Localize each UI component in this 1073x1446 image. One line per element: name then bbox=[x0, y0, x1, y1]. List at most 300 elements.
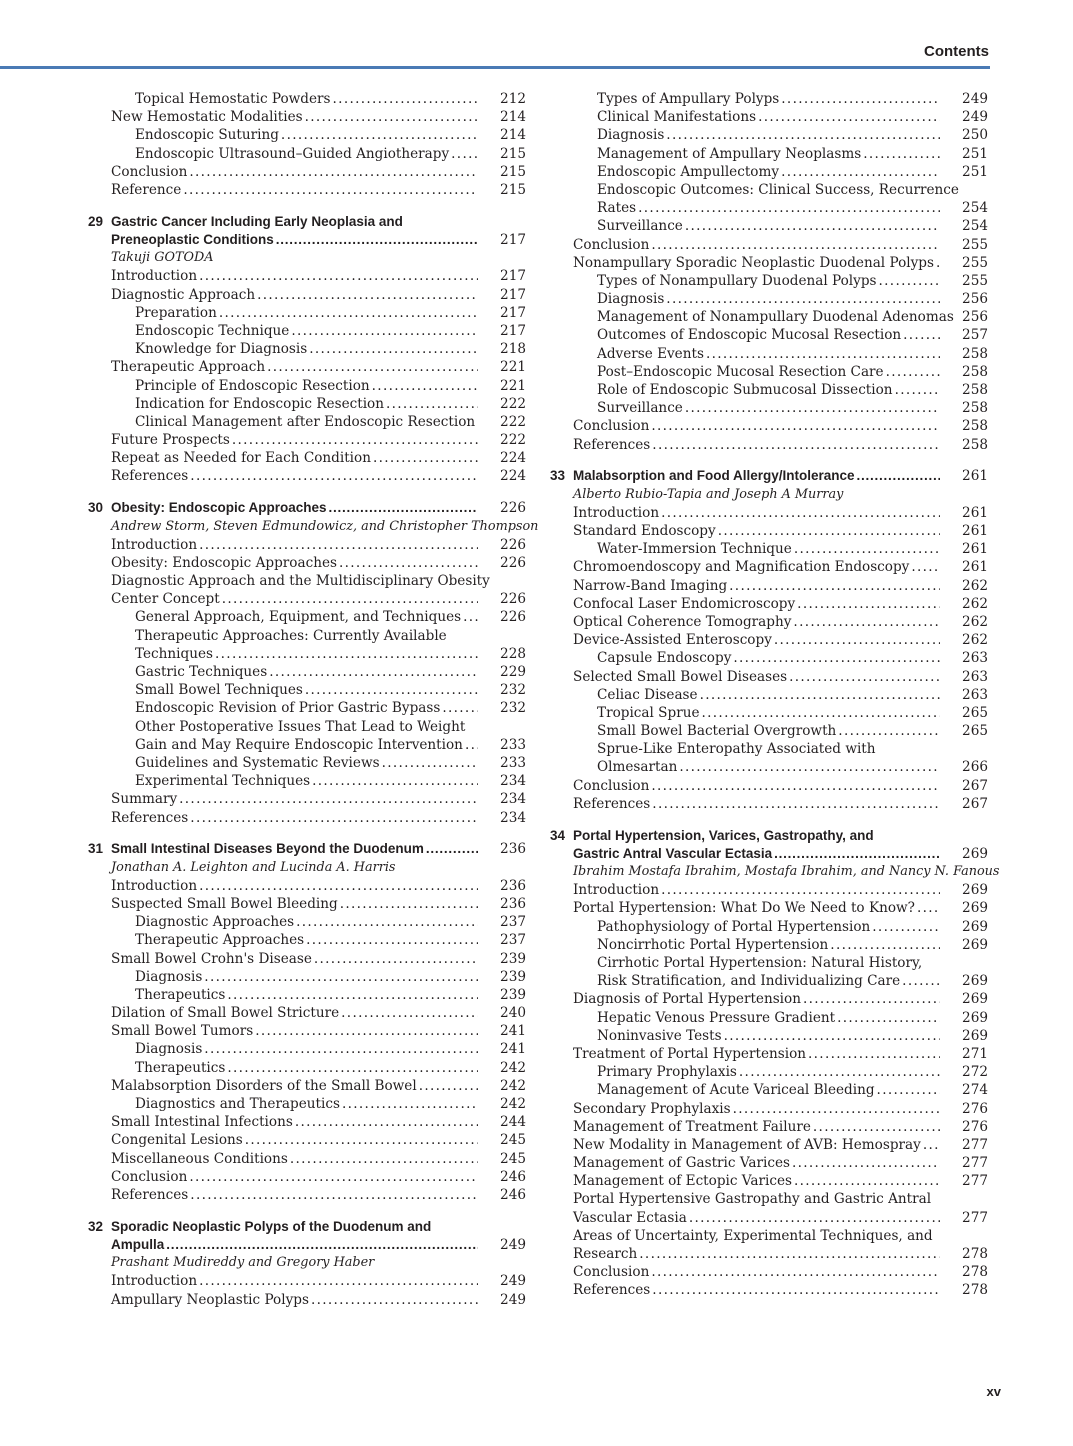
page-ref: 258 bbox=[962, 436, 988, 453]
page-ref: 217 bbox=[500, 232, 526, 248]
toc-entry bbox=[547, 558, 990, 576]
toc-entry bbox=[547, 1118, 990, 1136]
entry-title: Post–Endoscopic Mucosal Resection Care bbox=[597, 363, 884, 380]
page-ref: 233 bbox=[500, 736, 526, 753]
toc-entry bbox=[547, 436, 990, 454]
toc-entry bbox=[85, 126, 528, 144]
dot-leader bbox=[267, 358, 478, 376]
entry-title: Management of Gastric Varices bbox=[573, 1155, 790, 1172]
page-ref: 258 bbox=[962, 363, 988, 380]
toc-entry bbox=[547, 686, 990, 704]
dot-leader bbox=[718, 522, 940, 540]
dot-leader bbox=[232, 431, 478, 449]
entry-title: Knowledge for Diagnosis bbox=[135, 341, 308, 358]
toc-entry bbox=[547, 540, 990, 558]
dot-leader bbox=[190, 467, 478, 485]
dot-leader bbox=[215, 645, 478, 663]
entry-title: Endoscopic Revision of Prior Gastric Bypass bbox=[135, 700, 441, 717]
page-ref: 261 bbox=[962, 541, 988, 558]
dot-leader bbox=[936, 254, 940, 272]
page-ref: 232 bbox=[500, 700, 526, 717]
entry-title: Introduction bbox=[111, 536, 198, 553]
toc-entry bbox=[547, 504, 990, 522]
page-ref: 226 bbox=[500, 554, 526, 571]
entry-title: Portal Hypertension: What Do We Need to Know? bbox=[573, 900, 915, 917]
entry-title: Portal Hypertension, Varices, Gastropathy, and bbox=[573, 827, 874, 843]
toc-entry bbox=[547, 1063, 990, 1081]
toc-entry bbox=[85, 718, 528, 736]
entry-title: Selected Small Bowel Diseases bbox=[573, 668, 788, 685]
entry-title: Diagnostic Approach bbox=[111, 286, 256, 303]
entry-title: Small Bowel Techniques bbox=[135, 682, 303, 699]
entry-title: New Modality in Management of AVB: Hemospray bbox=[573, 1136, 921, 1153]
dot-leader bbox=[373, 449, 478, 467]
toc-entry bbox=[547, 163, 990, 181]
dot-leader bbox=[872, 918, 940, 936]
chapter-authors bbox=[547, 486, 990, 504]
entry-title: Indication for Endoscopic Resection bbox=[135, 395, 384, 412]
page-ref: 269 bbox=[962, 991, 988, 1008]
dot-leader bbox=[305, 108, 478, 126]
chapter-number: 34 bbox=[550, 827, 566, 843]
page-ref: 245 bbox=[500, 1132, 526, 1149]
toc-entry bbox=[85, 1272, 528, 1290]
dot-leader bbox=[911, 558, 940, 576]
toc-entry bbox=[547, 990, 990, 1008]
toc-entry bbox=[85, 1022, 528, 1040]
toc-entry bbox=[547, 777, 990, 795]
page-ref: 269 bbox=[962, 1027, 988, 1044]
dot-leader bbox=[857, 467, 940, 485]
entry-title: Diagnosis of Portal Hypertension bbox=[573, 991, 801, 1008]
page-ref: 242 bbox=[500, 1096, 526, 1112]
entry-title: Diagnostic Approaches bbox=[135, 914, 295, 931]
toc-entry bbox=[85, 699, 528, 717]
toc-entry bbox=[547, 290, 990, 308]
entry-title: Preparation bbox=[135, 304, 217, 321]
toc-entry bbox=[547, 308, 990, 326]
entry-title: Endoscopic Ampullectomy bbox=[597, 163, 780, 180]
entry-title: References bbox=[111, 1186, 189, 1203]
page-ref: 263 bbox=[962, 686, 988, 703]
page-ref: 221 bbox=[500, 377, 526, 394]
dot-leader bbox=[733, 1100, 940, 1118]
toc-entry bbox=[85, 627, 528, 645]
dot-leader bbox=[382, 754, 478, 772]
entry-title: Small Bowel Crohn's Disease bbox=[111, 950, 312, 967]
dot-leader bbox=[808, 1045, 940, 1063]
toc-entry bbox=[85, 536, 528, 554]
toc-entry bbox=[85, 286, 528, 304]
page-ref: 277 bbox=[962, 1155, 988, 1172]
toc-entry bbox=[547, 899, 990, 917]
entry-title: Congenital Lesions bbox=[111, 1132, 243, 1149]
toc-entry bbox=[547, 595, 990, 613]
dot-leader bbox=[372, 377, 478, 395]
entry-title: Celiac Disease bbox=[597, 686, 698, 703]
page-ref: 242 bbox=[500, 1059, 526, 1076]
entry-title: Gastric Cancer Including Early Neoplasia and bbox=[111, 213, 403, 229]
chapter-number: 29 bbox=[88, 213, 104, 229]
entry-title: Narrow-Band Imaging bbox=[573, 577, 728, 594]
page-ref: 257 bbox=[962, 327, 988, 344]
toc-entry bbox=[85, 108, 528, 126]
toc-entry bbox=[85, 1113, 528, 1131]
page-ref: 255 bbox=[962, 236, 988, 253]
toc-entry bbox=[547, 145, 990, 163]
page-ref: 269 bbox=[962, 936, 988, 953]
toc-entry bbox=[85, 1095, 528, 1113]
toc-entry bbox=[547, 1009, 990, 1027]
page-ref: 226 bbox=[500, 591, 526, 608]
entry-title: Role of Endoscopic Submucosal Dissection bbox=[597, 382, 893, 398]
dot-leader bbox=[652, 436, 940, 454]
entry-title: Takuji GOTODA bbox=[111, 250, 214, 266]
page-ref: 241 bbox=[500, 1023, 526, 1040]
page-ref: 226 bbox=[500, 536, 526, 553]
entry-title: Ampullary Neoplastic Polyps bbox=[111, 1291, 309, 1308]
dot-leader bbox=[227, 986, 478, 1004]
toc-entry bbox=[547, 363, 990, 381]
dot-leader bbox=[661, 881, 940, 899]
toc-entry bbox=[85, 986, 528, 1004]
toc-entry bbox=[85, 877, 528, 895]
dot-leader bbox=[793, 613, 940, 631]
dot-leader bbox=[477, 413, 478, 431]
dot-leader bbox=[652, 1281, 940, 1299]
entry-title: Obesity: Endoscopic Approaches bbox=[111, 554, 337, 571]
entry-title: References bbox=[573, 795, 651, 812]
dot-leader bbox=[702, 704, 941, 722]
page-ref: 272 bbox=[962, 1064, 988, 1081]
entry-title: Standard Endoscopy bbox=[573, 523, 716, 539]
dot-leader bbox=[781, 163, 940, 181]
section-gap bbox=[85, 1204, 528, 1218]
dot-leader bbox=[276, 231, 478, 249]
toc-entry bbox=[85, 681, 528, 699]
page-ref: 277 bbox=[962, 1209, 988, 1226]
dot-leader bbox=[879, 272, 940, 290]
entry-title: General Approach, Equipment, and Techniques bbox=[135, 609, 462, 626]
page-ref: 262 bbox=[962, 613, 988, 630]
dot-leader bbox=[651, 777, 940, 795]
dot-leader bbox=[183, 181, 478, 199]
page-ref: 229 bbox=[500, 664, 526, 680]
toc-entry bbox=[547, 1245, 990, 1263]
entry-title: Management of Treatment Failure bbox=[573, 1118, 811, 1135]
entry-title: Preneoplastic Conditions bbox=[111, 232, 274, 247]
chapter-heading bbox=[85, 213, 528, 231]
toc-entry bbox=[85, 304, 528, 322]
chapter-heading bbox=[85, 499, 528, 517]
toc-entry bbox=[547, 972, 990, 990]
toc-entry bbox=[85, 590, 528, 608]
page-ref: 277 bbox=[962, 1173, 988, 1190]
toc-entry bbox=[85, 413, 528, 431]
toc-right-column bbox=[547, 90, 1000, 1300]
page-ref: 217 bbox=[500, 304, 526, 321]
page-ref: 251 bbox=[962, 145, 988, 162]
toc-entry bbox=[85, 1150, 528, 1168]
toc-entry bbox=[547, 1172, 990, 1190]
entry-title: Chromoendoscopy and Magnification Endoscopy bbox=[573, 559, 910, 576]
page-ref: 276 bbox=[962, 1100, 988, 1117]
page-ref: 239 bbox=[500, 968, 526, 985]
chapter-heading bbox=[547, 467, 990, 485]
dot-leader bbox=[661, 504, 940, 522]
entry-title: Diagnosis bbox=[135, 1041, 203, 1058]
toc-entry bbox=[547, 522, 990, 540]
dot-leader bbox=[245, 1131, 478, 1149]
dot-leader bbox=[222, 590, 478, 608]
chapter-heading bbox=[547, 845, 990, 863]
toc-entry bbox=[547, 217, 990, 235]
dot-leader bbox=[227, 1059, 478, 1077]
entry-title: Research bbox=[573, 1246, 638, 1262]
entry-title: Introduction bbox=[111, 1273, 198, 1290]
entry-title: References bbox=[111, 809, 189, 826]
entry-title: Conclusion bbox=[111, 1168, 188, 1185]
chapter-number: 33 bbox=[550, 468, 566, 484]
page-ref: 265 bbox=[962, 704, 988, 721]
chapter-number: 32 bbox=[88, 1218, 104, 1234]
page-ref: 232 bbox=[500, 682, 526, 699]
page-ref: 246 bbox=[500, 1186, 526, 1203]
page-ref: 215 bbox=[500, 163, 526, 180]
toc-entry bbox=[85, 931, 528, 949]
toc-entry bbox=[85, 467, 528, 485]
toc-entry bbox=[85, 1291, 528, 1309]
entry-title: Types of Ampullary Polyps bbox=[597, 91, 780, 107]
page-ref: 214 bbox=[500, 127, 526, 144]
page-ref: 236 bbox=[500, 895, 526, 912]
page-ref: 234 bbox=[500, 773, 526, 790]
toc-entry bbox=[547, 1281, 990, 1299]
dot-leader bbox=[442, 699, 478, 717]
toc-entry bbox=[547, 1227, 990, 1245]
dot-leader bbox=[739, 1063, 940, 1081]
toc-entry bbox=[85, 1040, 528, 1058]
section-gap bbox=[85, 827, 528, 841]
dot-leader bbox=[295, 1113, 478, 1131]
entry-title: References bbox=[111, 468, 189, 485]
dot-leader bbox=[917, 899, 940, 917]
page-ref: 249 bbox=[962, 109, 988, 126]
toc-entry bbox=[547, 722, 990, 740]
toc-entry bbox=[547, 1136, 990, 1154]
toc-entry bbox=[547, 181, 990, 199]
dot-leader bbox=[923, 1136, 940, 1154]
entry-title: Summary bbox=[111, 791, 178, 808]
dot-leader bbox=[189, 163, 478, 181]
dot-leader bbox=[179, 790, 478, 808]
page-ref: 249 bbox=[962, 91, 988, 107]
entry-title: New Hemostatic Modalities bbox=[111, 109, 303, 126]
dot-leader bbox=[199, 877, 478, 895]
section-gap bbox=[85, 486, 528, 500]
entry-title: Pathophysiology of Portal Hypertension bbox=[597, 918, 871, 935]
toc-entry bbox=[547, 1154, 990, 1172]
entry-title: Endoscopic Suturing bbox=[135, 127, 279, 144]
page-ref: 256 bbox=[962, 291, 988, 308]
entry-title: Therapeutic Approaches bbox=[135, 932, 305, 949]
dot-leader bbox=[342, 1095, 478, 1113]
toc-entry bbox=[85, 340, 528, 358]
toc-entry bbox=[85, 377, 528, 395]
page-ref: 224 bbox=[500, 450, 526, 467]
toc-entry bbox=[85, 1131, 528, 1149]
dot-leader bbox=[774, 631, 940, 649]
entry-title: Optical Coherence Tomography bbox=[573, 613, 792, 630]
entry-title: Conclusion bbox=[573, 418, 650, 435]
toc-entry bbox=[85, 1077, 528, 1095]
dot-leader bbox=[386, 395, 478, 413]
chapter-heading bbox=[85, 231, 528, 249]
page-ref: 222 bbox=[500, 413, 526, 430]
page-ref: 236 bbox=[500, 841, 526, 858]
entry-title: Experimental Techniques bbox=[135, 773, 311, 790]
page-ref: 269 bbox=[962, 882, 988, 899]
dot-leader bbox=[333, 90, 478, 108]
dot-leader bbox=[685, 399, 940, 417]
toc-entry bbox=[547, 704, 990, 722]
dot-leader bbox=[166, 1236, 478, 1254]
dot-leader bbox=[204, 1040, 478, 1058]
toc-entry bbox=[547, 1190, 990, 1208]
entry-title: Small Bowel Bacterial Overgrowth bbox=[597, 723, 837, 740]
entry-title: Noncirrhotic Portal Hypertension bbox=[597, 936, 829, 953]
entry-title: Introduction bbox=[573, 504, 660, 521]
dot-leader bbox=[314, 950, 478, 968]
dot-leader bbox=[781, 90, 940, 108]
page-ref: 261 bbox=[962, 523, 988, 539]
entry-title: Alberto Rubio-Tapia and Joseph A Murray bbox=[573, 486, 844, 502]
toc-left-column bbox=[85, 90, 539, 1309]
dot-leader bbox=[651, 236, 940, 254]
chapter-heading bbox=[85, 840, 528, 858]
page-ref: 249 bbox=[500, 1291, 526, 1308]
entry-title: Device-Assisted Enteroscopy bbox=[573, 632, 772, 649]
entry-title: Cirrhotic Portal Hypertension: Natural History, bbox=[597, 955, 923, 971]
page-ref: 269 bbox=[962, 973, 988, 990]
dot-leader bbox=[257, 286, 478, 304]
entry-title: Dilation of Small Bowel Stricture bbox=[111, 1005, 340, 1022]
dot-leader bbox=[463, 608, 478, 626]
entry-title: Guidelines and Systematic Reviews bbox=[135, 754, 380, 771]
dot-leader bbox=[190, 809, 478, 827]
toc-entry bbox=[85, 572, 528, 590]
toc-entry bbox=[85, 181, 528, 199]
toc-entry bbox=[85, 736, 528, 754]
entry-title: Conclusion bbox=[111, 163, 188, 180]
dot-leader bbox=[426, 840, 478, 858]
entry-title: Ampulla bbox=[111, 1237, 165, 1252]
page-ref: 269 bbox=[962, 1009, 988, 1026]
page-ref: 262 bbox=[962, 595, 988, 612]
dot-leader bbox=[255, 1022, 478, 1040]
page-ref: 265 bbox=[962, 723, 988, 740]
dot-leader bbox=[291, 322, 478, 340]
dot-leader bbox=[309, 340, 478, 358]
dot-leader bbox=[651, 417, 940, 435]
page-ref: 233 bbox=[500, 754, 526, 771]
entry-title: Introduction bbox=[573, 882, 660, 899]
section-gap bbox=[85, 199, 528, 213]
toc-entry bbox=[547, 577, 990, 595]
dot-leader bbox=[837, 1009, 940, 1027]
page-ref: 217 bbox=[500, 322, 526, 339]
dot-leader bbox=[312, 772, 478, 790]
toc-entry bbox=[85, 554, 528, 572]
dot-leader bbox=[290, 1150, 478, 1168]
entry-title: Introduction bbox=[111, 877, 198, 894]
entry-title: Introduction bbox=[111, 268, 198, 285]
dot-leader bbox=[838, 722, 940, 740]
dot-leader bbox=[341, 1004, 478, 1022]
entry-title: Clinical Manifestations bbox=[597, 109, 757, 126]
dot-leader bbox=[903, 326, 940, 344]
entry-title: Endoscopic Outcomes: Clinical Success, Recurrence bbox=[597, 181, 959, 198]
dot-leader bbox=[269, 663, 478, 681]
page-ref: 276 bbox=[962, 1118, 988, 1135]
entry-title: Therapeutics bbox=[135, 986, 226, 1003]
entry-title: Diagnosis bbox=[135, 968, 203, 985]
toc-entry bbox=[547, 1045, 990, 1063]
toc-entry bbox=[547, 649, 990, 667]
toc-entry bbox=[547, 918, 990, 936]
page-ref: 224 bbox=[500, 468, 526, 485]
dot-leader bbox=[666, 126, 940, 144]
entry-title: Outcomes of Endoscopic Mucosal Resection bbox=[597, 327, 902, 344]
dot-leader bbox=[758, 108, 940, 126]
entry-title: Obesity: Endoscopic Approaches bbox=[111, 500, 327, 516]
entry-title: Management of Ampullary Neoplasms bbox=[597, 145, 862, 162]
entry-title: Therapeutics bbox=[135, 1059, 226, 1076]
dot-leader bbox=[792, 1154, 940, 1172]
page-ref: 245 bbox=[500, 1150, 526, 1167]
page-ref: 221 bbox=[500, 359, 526, 376]
dot-leader bbox=[689, 1209, 940, 1227]
page-ref: 239 bbox=[500, 950, 526, 967]
entry-title: Malabsorption and Food Allergy/Intolerance bbox=[573, 468, 855, 484]
page-ref: 261 bbox=[962, 559, 988, 576]
toc-entry bbox=[85, 772, 528, 790]
toc-entry bbox=[85, 395, 528, 413]
dot-leader bbox=[329, 499, 478, 517]
toc-entry bbox=[547, 108, 990, 126]
toc-entry bbox=[547, 758, 990, 776]
toc-entry bbox=[85, 431, 528, 449]
dot-leader bbox=[651, 1263, 940, 1281]
page-ref: 234 bbox=[500, 809, 526, 826]
dot-leader bbox=[902, 972, 940, 990]
entry-title: Clinical Management after Endoscopic Resection bbox=[135, 413, 476, 430]
page-ref: 244 bbox=[500, 1114, 526, 1131]
toc-entry bbox=[85, 608, 528, 626]
toc-entry bbox=[547, 381, 990, 399]
entry-title: Topical Hemostatic Powders bbox=[135, 91, 331, 107]
page-ref: 278 bbox=[962, 1246, 988, 1262]
toc-entry bbox=[85, 663, 528, 681]
page-ref: 226 bbox=[500, 609, 526, 626]
toc-entry bbox=[547, 272, 990, 290]
dot-leader bbox=[190, 1186, 478, 1204]
entry-title: Small Bowel Tumors bbox=[111, 1023, 254, 1040]
page-ref: 258 bbox=[962, 418, 988, 435]
dot-leader bbox=[886, 363, 940, 381]
chapter-heading bbox=[85, 1236, 528, 1254]
toc-entry bbox=[547, 90, 990, 108]
